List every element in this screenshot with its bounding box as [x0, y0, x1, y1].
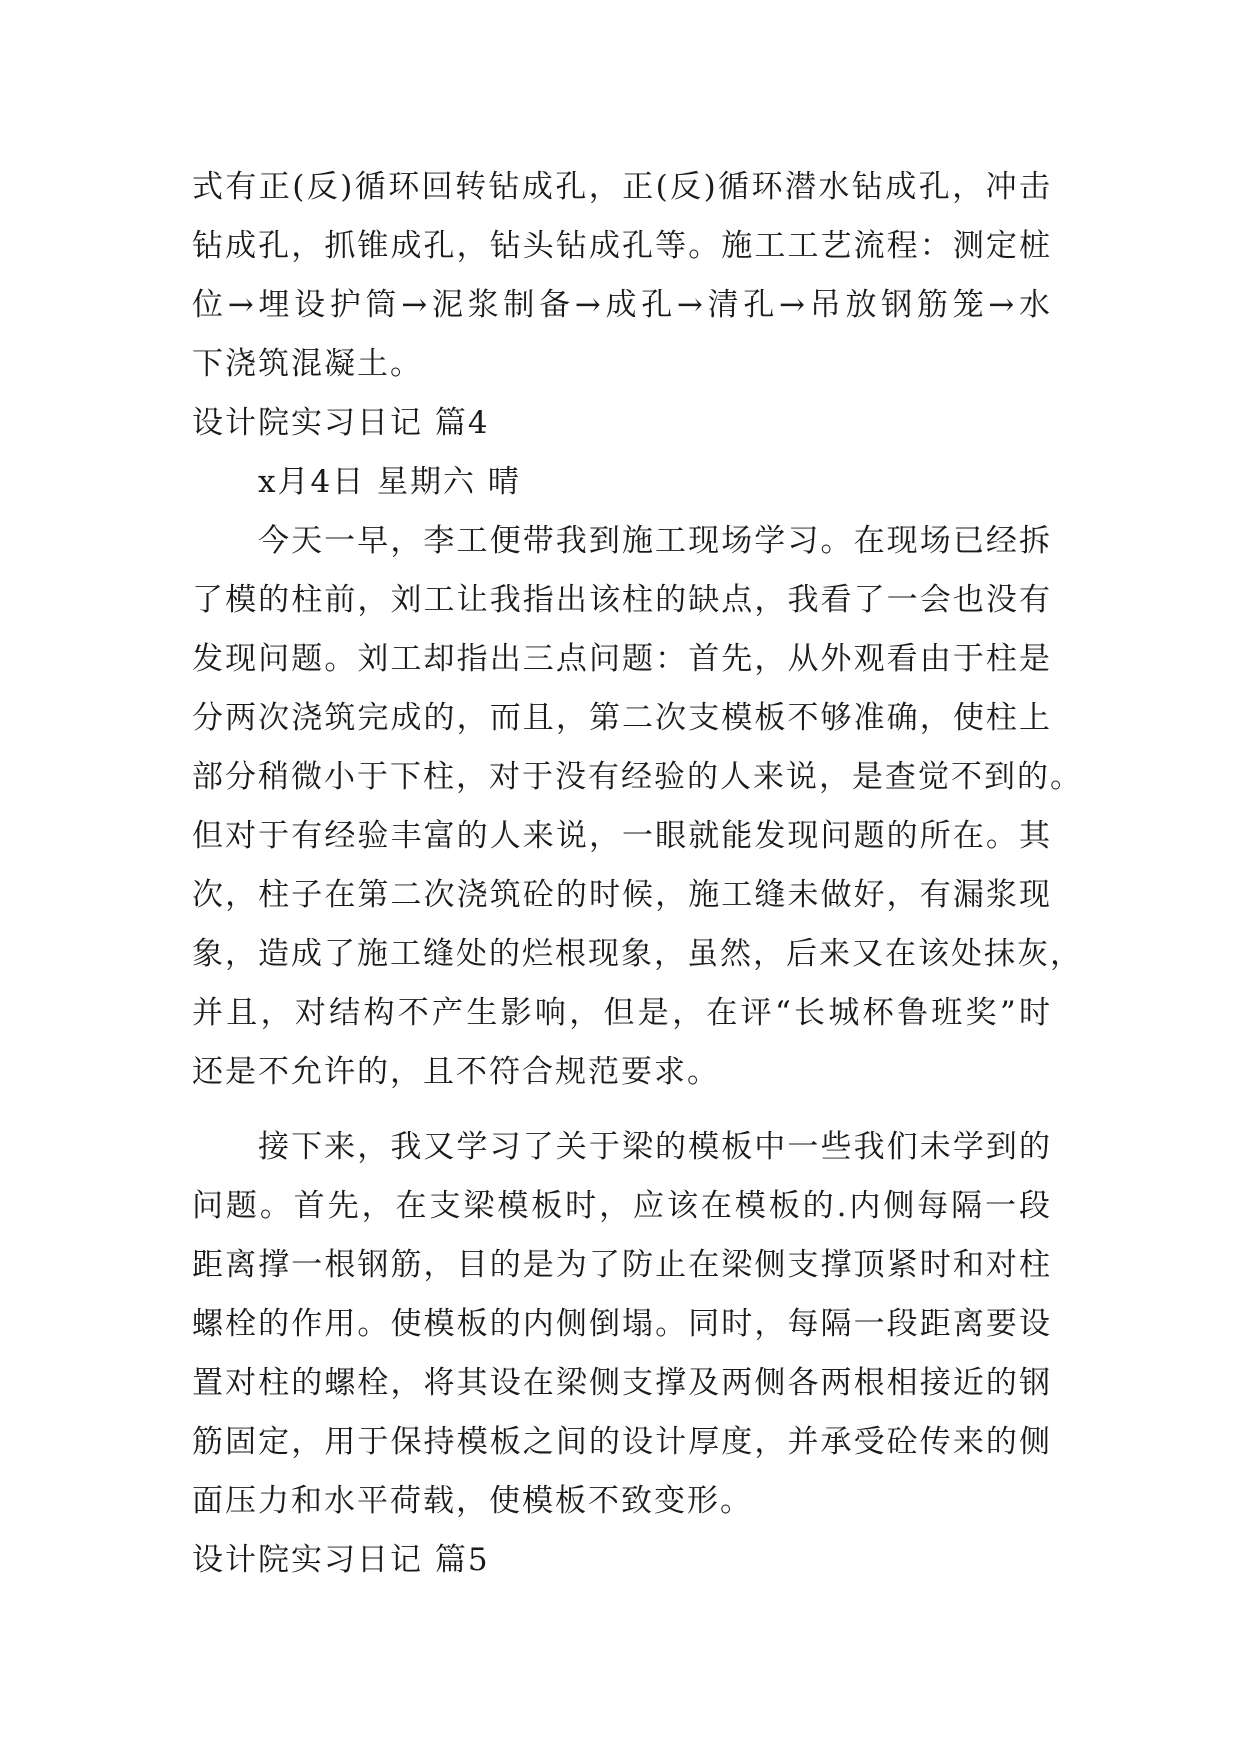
document-body [192, 158, 1083, 1590]
text-line: 次，柱子在第二次浇筑砼的时候，施工缝未做好，有漏浆现 [192, 877, 1052, 913]
text-line: 分两次浇筑完成的，而且，第二次支模板不够准确，使柱上 [192, 700, 1052, 736]
text-line: 下浇筑混凝土。 [192, 346, 423, 382]
text-line: 接下来，我又学习了关于梁的模板中一些我们未学到的 [258, 1129, 1052, 1165]
section-heading-4: 设计院实习日记 篇4 [192, 405, 490, 441]
text-line: 今天一早，李工便带我到施工现场学习。在现场已经拆 [258, 523, 1052, 559]
text-line: 置对柱的螺栓，将其设在梁侧支撑及两侧各两根相接近的钢 [192, 1365, 1052, 1401]
paragraph-2 [192, 1118, 1052, 1531]
text-line: 筋固定，用于保持模板之间的设计厚度，并承受砼传来的侧 [192, 1424, 1052, 1460]
text-line: 发现问题。刘工却指出三点问题：首先，从外观看由于柱是 [192, 641, 1052, 677]
text-line: 面压力和水平荷载，使模板不致变形。 [192, 1483, 753, 1519]
text-line: 了模的柱前，刘工让我指出该柱的缺点，我看了一会也没有 [192, 582, 1052, 618]
text-line: 距离撑一根钢筋，目的是为了防止在梁侧支撑顶紧时和对柱 [192, 1247, 1052, 1283]
text-line: 象，造成了施工缝处的烂根现象，虽然，后来又在该处抹灰， [192, 936, 1083, 972]
section-heading-5: 设计院实习日记 篇5 [192, 1542, 490, 1578]
text-line: 钻成孔，抓锥成孔，钻头钻成孔等。施工工艺流程：测定桩 [192, 228, 1052, 264]
text-line: 位→埋设护筒→泥浆制备→成孔→清孔→吊放钢筋笼→水 [192, 287, 1052, 323]
dateline: x月4日 星期六 晴 [258, 464, 521, 500]
text-line: 并且，对结构不产生影响，但是，在评“长城杯鲁班奖”时 [192, 995, 1052, 1031]
text-line: 式有正(反)循环回转钻成孔，正(反)循环潜水钻成孔，冲击 [192, 169, 1052, 205]
paragraph-1 [192, 512, 1083, 1102]
text-line: 问题。首先，在支梁模板时，应该在模板的.内侧每隔一段 [192, 1188, 1052, 1224]
text-line: 还是不允许的，且不符合规范要求。 [192, 1054, 720, 1090]
paragraph-spacer [192, 1102, 1052, 1118]
text-line: 部分稍微小于下柱，对于没有经验的人来说，是查觉不到的。 [192, 759, 1083, 795]
text-line: 但对于有经验丰富的人来说，一眼就能发现问题的所在。其 [192, 818, 1052, 854]
top-paragraph [192, 158, 1052, 394]
text-line: 螺栓的作用。使模板的内侧倒塌。同时，每隔一段距离要设 [192, 1306, 1052, 1342]
